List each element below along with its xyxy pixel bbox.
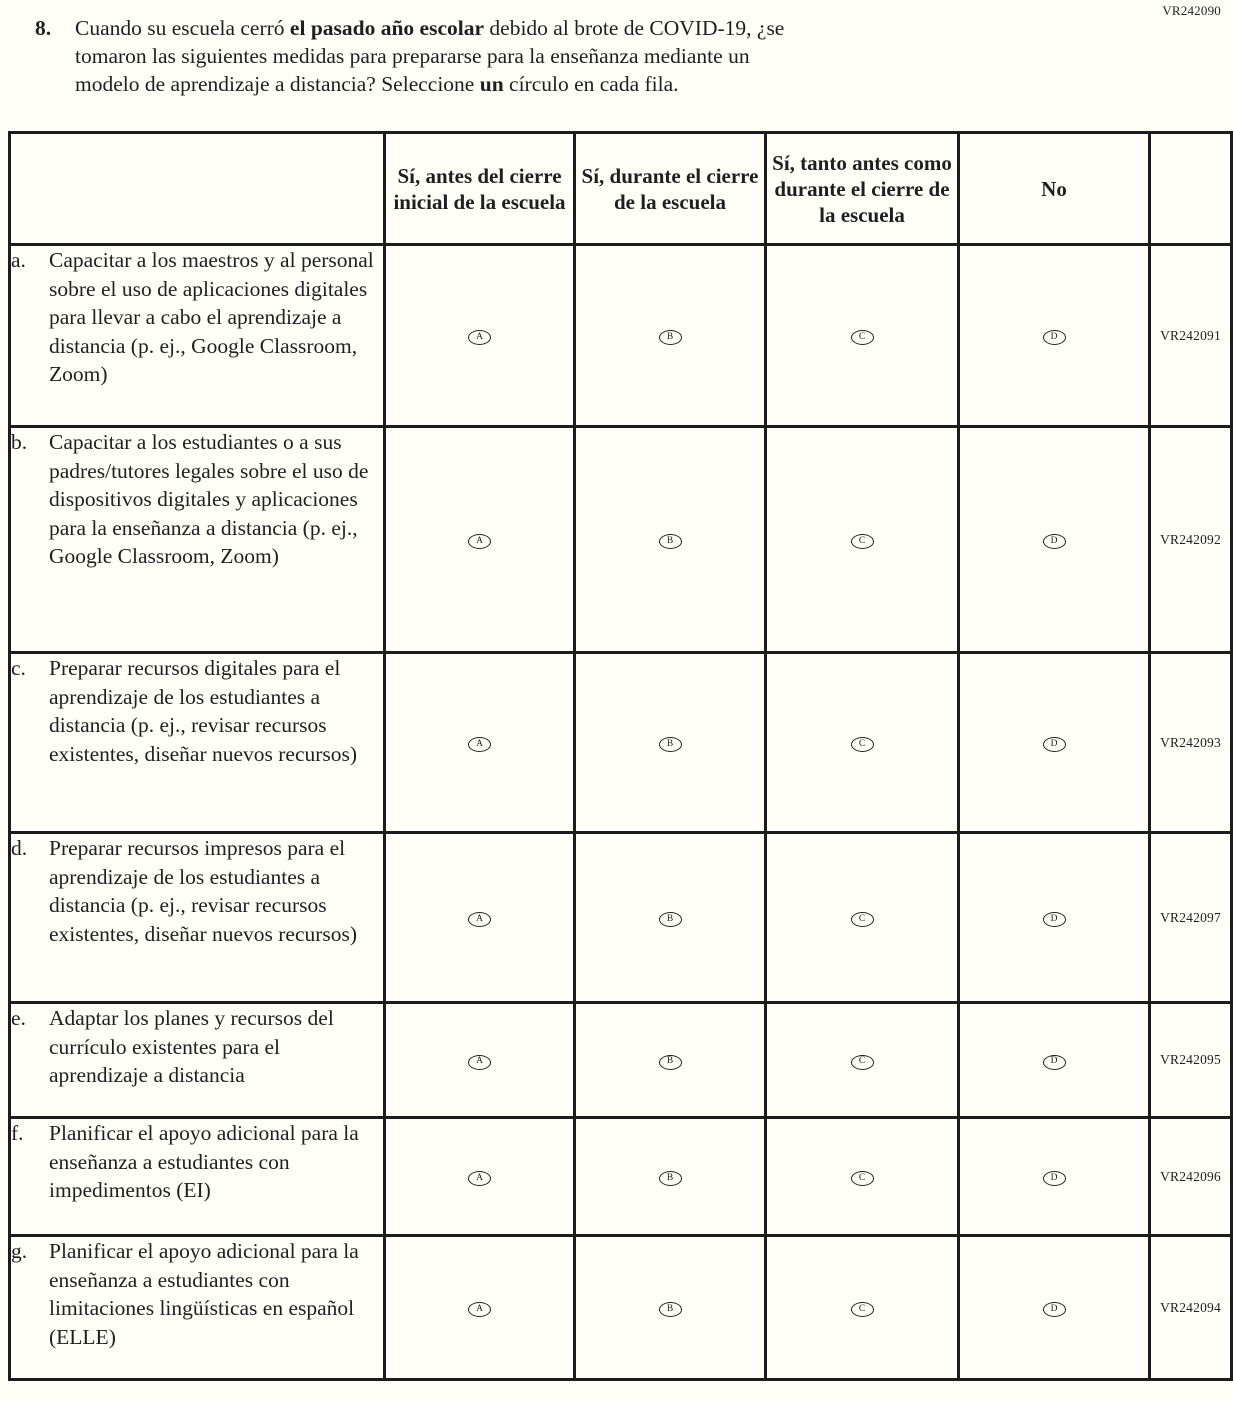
option-bubble-d[interactable]: D bbox=[1043, 737, 1066, 752]
option-cell bbox=[575, 1003, 766, 1118]
option-cell bbox=[575, 427, 766, 653]
column-header-yes-during: Sí, durante el cierre de la escuela bbox=[575, 133, 766, 245]
row-letter: g. bbox=[11, 1239, 28, 1263]
table-row bbox=[10, 653, 1232, 833]
option-cell bbox=[766, 245, 959, 427]
option-bubble-a[interactable]: A bbox=[468, 912, 491, 927]
table-row bbox=[10, 427, 1232, 653]
question-number: 8. bbox=[35, 16, 52, 40]
row-stem bbox=[10, 1236, 385, 1380]
option-bubble-b[interactable]: B bbox=[659, 534, 682, 549]
row-text: Capacitar a los maestros y al personal sobre el uso de aplicaciones digitales para llevar a cabo el aprendizaje a distancia (p. ej., Google Classroom, Zoom) bbox=[49, 248, 374, 386]
table-row bbox=[10, 833, 1232, 1003]
table-row bbox=[10, 245, 1232, 427]
row-code: VR242096 bbox=[1150, 1118, 1232, 1236]
option-bubble-a[interactable]: A bbox=[468, 534, 491, 549]
option-cell bbox=[575, 1118, 766, 1236]
option-bubble-d[interactable]: D bbox=[1043, 912, 1066, 927]
row-letter: c. bbox=[11, 656, 26, 680]
option-bubble-c[interactable]: C bbox=[851, 330, 874, 345]
row-code: VR242092 bbox=[1150, 427, 1232, 653]
option-cell bbox=[385, 1003, 575, 1118]
option-bubble-c[interactable]: C bbox=[851, 534, 874, 549]
option-bubble-a[interactable]: A bbox=[468, 737, 491, 752]
question-text bbox=[75, 14, 1045, 98]
form-code: VR242090 bbox=[1162, 3, 1221, 18]
option-bubble-c[interactable]: C bbox=[851, 737, 874, 752]
row-letter: f. bbox=[11, 1121, 24, 1145]
measures-table bbox=[8, 131, 1233, 1381]
option-cell bbox=[575, 245, 766, 427]
row-text: Preparar recursos impresos para el aprendizaje de los estudiantes a distancia (p. ej., revisar recursos existentes, diseñar nuevos recursos) bbox=[49, 836, 358, 946]
column-header-yes-both: Sí, tanto antes como durante el cierre de la escuela bbox=[766, 133, 959, 245]
option-cell bbox=[385, 1118, 575, 1236]
question-block bbox=[35, 14, 1045, 98]
option-cell bbox=[385, 653, 575, 833]
column-header-code bbox=[1150, 133, 1232, 245]
option-bubble-b[interactable]: B bbox=[659, 737, 682, 752]
option-cell bbox=[766, 833, 959, 1003]
table-row bbox=[10, 1236, 1232, 1380]
option-bubble-c[interactable]: C bbox=[851, 1171, 874, 1186]
option-cell bbox=[766, 427, 959, 653]
row-stem bbox=[10, 653, 385, 833]
question-line-2: tomaron las siguientes medidas para prepararse para la enseñanza mediante un bbox=[75, 44, 750, 68]
row-code: VR242093 bbox=[1150, 653, 1232, 833]
row-text: Planificar el apoyo adicional para la enseñanza a estudiantes con impedimentos (EI) bbox=[49, 1121, 359, 1202]
row-stem bbox=[10, 1118, 385, 1236]
header-row bbox=[10, 133, 1232, 245]
option-bubble-a[interactable]: A bbox=[468, 330, 491, 345]
row-stem bbox=[10, 427, 385, 653]
row-code: VR242097 bbox=[1150, 833, 1232, 1003]
row-text: Adaptar los planes y recursos del currículo existentes para el aprendizaje a distancia bbox=[49, 1006, 334, 1087]
row-stem bbox=[10, 1003, 385, 1118]
row-text: Planificar el apoyo adicional para la enseñanza a estudiantes con limitaciones lingüísticas en español (ELLE) bbox=[49, 1239, 359, 1349]
option-bubble-b[interactable]: B bbox=[659, 330, 682, 345]
option-cell bbox=[959, 245, 1150, 427]
option-bubble-d[interactable]: D bbox=[1043, 534, 1066, 549]
column-header-stem bbox=[10, 133, 385, 245]
row-letter: d. bbox=[11, 836, 28, 860]
option-cell bbox=[385, 833, 575, 1003]
row-code: VR242094 bbox=[1150, 1236, 1232, 1380]
row-code: VR242095 bbox=[1150, 1003, 1232, 1118]
table-row bbox=[10, 1118, 1232, 1236]
option-cell bbox=[385, 427, 575, 653]
option-cell bbox=[766, 1236, 959, 1380]
option-cell bbox=[766, 653, 959, 833]
option-cell bbox=[385, 245, 575, 427]
column-header-yes-before: Sí, antes del cierre inicial de la escuela bbox=[385, 133, 575, 245]
option-bubble-b[interactable]: B bbox=[659, 912, 682, 927]
row-letter: a. bbox=[11, 248, 26, 272]
row-letter: b. bbox=[11, 430, 28, 454]
option-cell bbox=[959, 1003, 1150, 1118]
row-text: Preparar recursos digitales para el aprendizaje de los estudiantes a distancia (p. ej., revisar recursos existentes, diseñar nuevos recursos) bbox=[49, 656, 358, 766]
option-cell bbox=[575, 653, 766, 833]
option-bubble-a[interactable]: A bbox=[468, 1302, 491, 1317]
option-bubble-a[interactable]: A bbox=[468, 1171, 491, 1186]
option-cell bbox=[959, 833, 1150, 1003]
option-bubble-c[interactable]: C bbox=[851, 1302, 874, 1317]
question-line-3: modelo de aprendizaje a distancia? Seleccione un círculo en cada fila. bbox=[75, 72, 679, 96]
column-header-no: No bbox=[959, 133, 1150, 245]
option-bubble-d[interactable]: D bbox=[1043, 1055, 1066, 1070]
option-bubble-d[interactable]: D bbox=[1043, 1302, 1066, 1317]
option-bubble-c[interactable]: C bbox=[851, 1055, 874, 1070]
option-cell bbox=[959, 653, 1150, 833]
option-cell bbox=[959, 1236, 1150, 1380]
row-code: VR242091 bbox=[1150, 245, 1232, 427]
option-cell bbox=[959, 427, 1150, 653]
table-row bbox=[10, 1003, 1232, 1118]
option-bubble-d[interactable]: D bbox=[1043, 330, 1066, 345]
option-bubble-b[interactable]: B bbox=[659, 1302, 682, 1317]
row-stem bbox=[10, 833, 385, 1003]
question-line-1: Cuando su escuela cerró el pasado año escolar debido al brote de COVID-19, ¿se bbox=[75, 16, 785, 40]
option-bubble-a[interactable]: A bbox=[468, 1055, 491, 1070]
option-cell bbox=[766, 1003, 959, 1118]
row-letter: e. bbox=[11, 1006, 26, 1030]
option-bubble-b[interactable]: B bbox=[659, 1055, 682, 1070]
option-cell bbox=[385, 1236, 575, 1380]
option-cell bbox=[575, 1236, 766, 1380]
option-cell bbox=[575, 833, 766, 1003]
row-stem bbox=[10, 245, 385, 427]
row-text: Capacitar a los estudiantes o a sus padres/tutores legales sobre el uso de dispositivos digitales y aplicaciones para la enseñanza a distancia (p. ej., Google Classroom, Zoom) bbox=[49, 430, 369, 568]
option-cell bbox=[959, 1118, 1150, 1236]
option-cell bbox=[766, 1118, 959, 1236]
option-bubble-d[interactable]: D bbox=[1043, 1171, 1066, 1186]
option-bubble-c[interactable]: C bbox=[851, 912, 874, 927]
option-bubble-b[interactable]: B bbox=[659, 1171, 682, 1186]
